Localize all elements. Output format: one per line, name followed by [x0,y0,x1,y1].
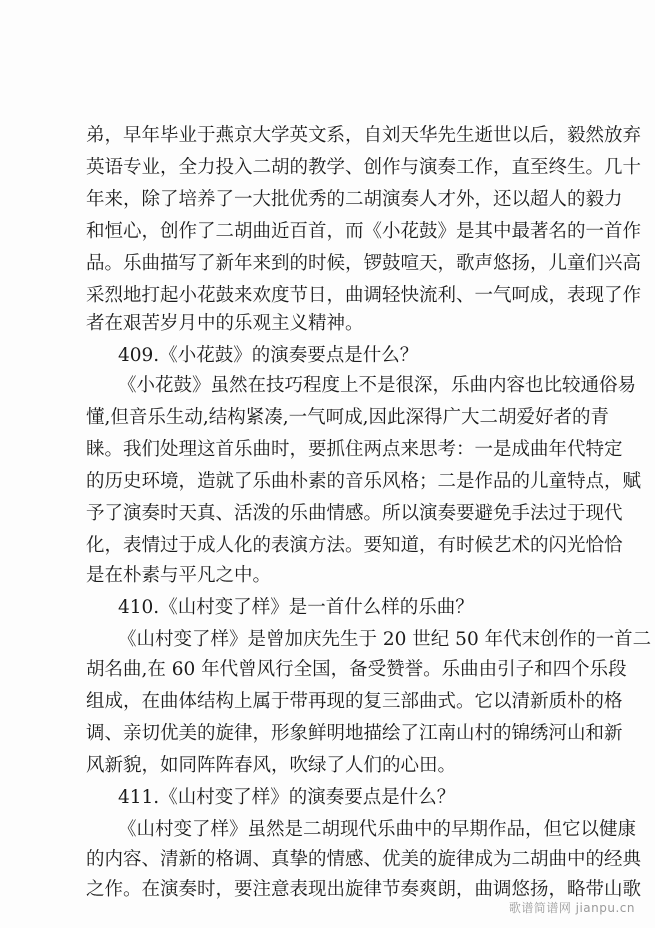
text-line: 年来，除了培养了一大批优秀的二胡演奏人才外，还以超人的毅力 [86,189,623,210]
text-line: 睐。我们处理这首乐曲时，要抓住两点来思考：一是成曲年代特定 [86,439,623,460]
text-line: 弟，早年毕业于燕京大学英文系，自刘天华先生逝世以后，毅然放弃 [86,125,642,146]
text-line: 胡名曲,在 60 年代曾风行全国，备受赞誉。乐曲由引子和四个乐段 [86,659,627,680]
question-heading-409: 409.《小花鼓》的演奏要点是什么？ [118,345,419,366]
text-line: 的历史环境，造就了乐曲朴素的音乐风格；二是作品的儿童特点，赋 [86,471,642,492]
text-line: 英语专业，全力投入二胡的教学、创作与演奏工作，直至终生。几十 [86,157,642,178]
text-line: 予了演奏时天真、活泼的乐曲情感。所以演奏要避免手法过于现代 [86,503,623,524]
site-watermark: 歌谱简谱网 jianpu.cn [508,901,635,915]
question-heading-411: 411.《山村变了样》的演奏要点是什么？ [118,787,456,808]
text-line: 和恒心，创作了二胡曲近百首，而《小花鼓》是其中最著名的一首作 [86,221,642,242]
text-line: 《山村变了样》虽然是二胡现代乐曲中的早期作品，但它以健康 [118,819,637,840]
question-heading-410: 410.《山村变了样》是一首什么样的乐曲？ [118,597,474,618]
text-line: 《山村变了样》是曾加庆先生于 20 世纪 50 年代末创作的一首二 [118,629,652,650]
text-line: 者在艰苦岁月中的乐观主义精神。 [86,313,364,334]
text-line: 懂,但音乐生动,结构紧凑,一气呵成,因此深得广大二胡爱好者的青 [86,407,610,428]
text-line: 品。乐曲描写了新年来到的时候，锣鼓喧天，歌声悠扬，儿童们兴高 [86,253,642,274]
text-line: 之作。在演奏时，要注意表现出旋律节奏爽朗，曲调悠扬，略带山歌 [86,879,642,900]
text-line: 风新貌，如同阵阵春风，吹绿了人们的心田。 [86,755,457,776]
text-line: 调、亲切优美的旋律，形象鲜明地描绘了江南山村的锦绣河山和新 [86,723,623,744]
text-line: 的内容、清新的格调、真挚的情感、优美的旋律成为二胡曲中的经典 [86,849,642,870]
text-line: 《小花鼓》虽然在技巧程度上不是很深，乐曲内容也比较通俗易 [118,375,637,396]
text-line: 是在朴素与平凡之中。 [86,565,272,586]
text-line: 采烈地打起小花鼓来欢度节日，曲调轻快流利、一气呵成，表现了作 [86,285,642,306]
text-line: 组成，在曲体结构上属于带再现的复三部曲式。它以清新质朴的格 [86,691,623,712]
text-line: 化，表情过于成人化的表演方法。要知道，有时候艺术的闪光恰恰 [86,535,623,556]
